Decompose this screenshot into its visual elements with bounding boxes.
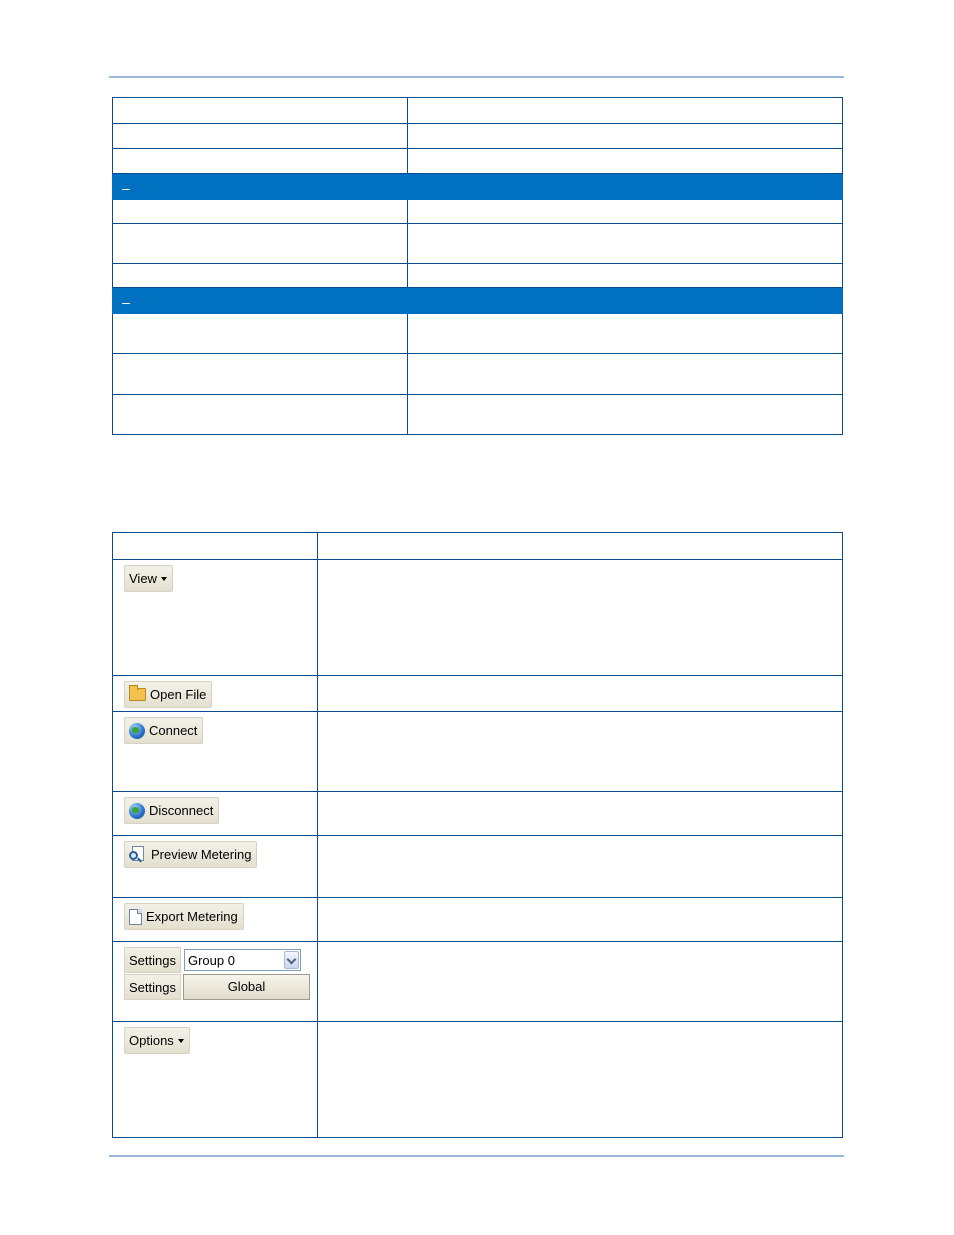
disconnect-button[interactable] — [124, 797, 219, 824]
table-row — [113, 792, 843, 836]
table-row — [113, 942, 843, 1022]
caret-down-icon — [178, 1039, 184, 1043]
caret-down-icon — [161, 577, 167, 581]
view-button[interactable] — [124, 565, 173, 592]
open-file-label: Open File — [150, 687, 207, 702]
table-row — [113, 676, 843, 712]
options-button-label: Options — [129, 1033, 174, 1048]
document-icon — [129, 909, 142, 925]
table-row — [113, 560, 843, 676]
view-button-label: View — [129, 571, 157, 586]
table-row — [113, 354, 843, 395]
table-row — [113, 314, 843, 354]
open-file-button[interactable] — [124, 681, 212, 708]
collapse-marker — [122, 189, 130, 190]
settings-label: Settings — [124, 974, 181, 1000]
header-rule — [109, 76, 844, 78]
disconnect-label: Disconnect — [149, 803, 214, 818]
reference-table-top — [112, 97, 843, 435]
settings-group-select[interactable] — [184, 949, 301, 971]
table-row — [113, 1022, 843, 1138]
settings-group-value: Group 0 — [187, 952, 235, 968]
globe-icon — [129, 803, 145, 819]
section-header-row — [113, 288, 843, 314]
table-row — [113, 898, 843, 942]
table-row — [113, 98, 843, 124]
chevron-down-icon[interactable] — [284, 951, 299, 969]
table-row — [113, 200, 843, 224]
table-row — [113, 712, 843, 792]
folder-icon — [129, 688, 146, 701]
preview-metering-button[interactable] — [124, 841, 257, 868]
table-header-row — [113, 533, 843, 560]
global-settings-button[interactable]: Global — [183, 974, 310, 1000]
toolbar-reference-table — [112, 532, 843, 1138]
settings-global-row — [124, 974, 310, 1000]
options-button[interactable] — [124, 1027, 190, 1054]
connect-button[interactable] — [124, 717, 203, 744]
table-row — [113, 264, 843, 288]
connect-label: Connect — [149, 723, 198, 738]
table-row — [113, 224, 843, 264]
settings-label: Settings — [124, 947, 181, 973]
globe-icon — [129, 723, 145, 739]
table-row — [113, 395, 843, 435]
section-header-row — [113, 174, 843, 200]
table-row — [113, 836, 843, 898]
export-metering-button[interactable] — [124, 903, 244, 930]
magnifier-page-icon — [129, 846, 147, 863]
collapse-marker — [122, 303, 130, 304]
preview-metering-label: Preview Metering — [151, 847, 252, 862]
settings-controls — [124, 947, 310, 1001]
settings-group-row — [124, 947, 301, 973]
table-row — [113, 149, 843, 174]
export-metering-label: Export Metering — [146, 909, 238, 924]
footer-rule — [109, 1155, 844, 1157]
table-row — [113, 124, 843, 149]
